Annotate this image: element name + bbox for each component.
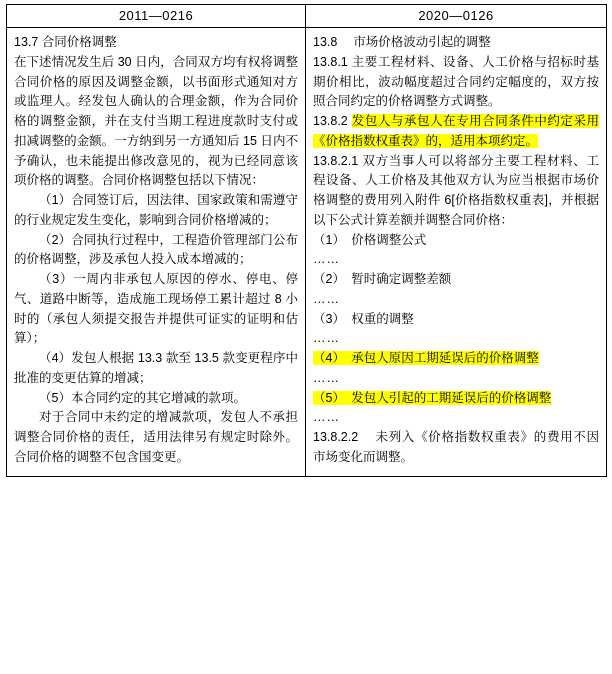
right-section-title: 13.8 市场价格波动引起的调整 — [313, 35, 491, 49]
right-clause-13-8-2-1: 13.8.2.1 双方当事人可以将部分主要工程材料、工程设备、人工价格及其他双方认为应当根据市场价格调整的费用列入附件 6[价格指数权重表]，并根据以下公式计算差额并调整合同价格： — [313, 153, 599, 227]
table-header-row — [7, 5, 607, 28]
right-item-4-dots: …… — [313, 370, 340, 385]
right-item-4-label: （4） 承包人原因工期延误后的价格调整 — [313, 351, 539, 365]
left-paragraph-item-4: （4）发包人根据 13.3 款至 13.5 款变更程序中批准的变更估算的增减； — [14, 351, 298, 385]
right-clause-13-8-2-2: 13.8.2.2 未列入《价格指数权重表》的费用不因市场变化而调整。 — [313, 430, 599, 464]
column-header-2011: 2011—0216 — [7, 5, 306, 28]
clause-number-13-8-2: 13.8.2 — [313, 114, 352, 128]
left-paragraph-item-5: （5）本合同约定的其它增减的款项。 — [39, 390, 246, 405]
left-paragraph-item-2: （2）合同执行过程中，工程造价管理部门公布的价格调整，涉及承包人投入成本增减的； — [14, 232, 298, 267]
right-item-3-dots: …… — [313, 331, 340, 346]
left-paragraph-intro: 在下述情况发生后 30 日内，合同双方均有权将调整合同价格的原因及调整金额，以书面形式通知对方或监理人。经发包人确认的合理金额，作为合同价格的调整金额，并在支付当期工程进度款时支付或扣减调整的金额。一方纳到另一方通知后 15 日内不予确认，也未能提出修改意见的，视为已经同意该项价格的调整。合同价格调整包括以下情况： — [14, 54, 298, 188]
left-paragraph-closing: 对于合同中未约定的增减款项，发包人不承担调整合同价格的责任，适用法律另有规定时除外。合同价格的调整不包含国变更。 — [14, 410, 298, 464]
right-clause-13-8-1: 13.8.1 主要工程材料、设备、人工价格与招标时基期价相比，波动幅度超过合同约定幅度的，双方按照合同约定的价格调整方式调整。 — [313, 54, 599, 109]
comparison-table — [6, 4, 607, 477]
right-item-1-label: （1） 价格调整公式 — [313, 232, 427, 247]
right-item-5-wrapper — [313, 389, 599, 409]
left-column-cell — [7, 28, 306, 477]
right-item-5-dots: …… — [313, 410, 340, 425]
column-header-2020: 2020—0126 — [306, 5, 607, 28]
table-header — [7, 5, 607, 28]
clause-13-8-2-highlighted-text: 发包人与承包人在专用合同条件中约定采用《价格指数权重表》的，适用本项约定。 — [313, 114, 599, 148]
right-item-1-dots: …… — [313, 252, 340, 267]
right-item-5-label: （5） 发包人引起的工期延误后的价格调整 — [313, 390, 552, 405]
right-item-3-label: （3） 权重的调整 — [313, 311, 414, 326]
right-item-2-dots: …… — [313, 291, 340, 306]
table-row — [7, 28, 607, 477]
right-column-cell — [306, 28, 607, 477]
right-clause-13-8-2 — [313, 112, 599, 152]
table-body — [7, 28, 607, 477]
left-paragraph-item-3: （3）一周内非承包人原因的停水、停电、停气、道路中断等，造成施工现场停工累计超过 8 小时的（承包人须提交报告并提供可证实的证明和估算）； — [14, 272, 298, 346]
right-item-2-label: （2） 暂时确定调整差额 — [313, 272, 452, 286]
left-paragraph-item-1: （1）合同签订后，因法律、国家政策和需遵守的行业规定发生变化，影响到合同价格增减的； — [14, 193, 298, 227]
right-item-4-wrapper — [313, 349, 599, 369]
left-section-title: 13.7 合同价格调整 — [14, 35, 117, 49]
